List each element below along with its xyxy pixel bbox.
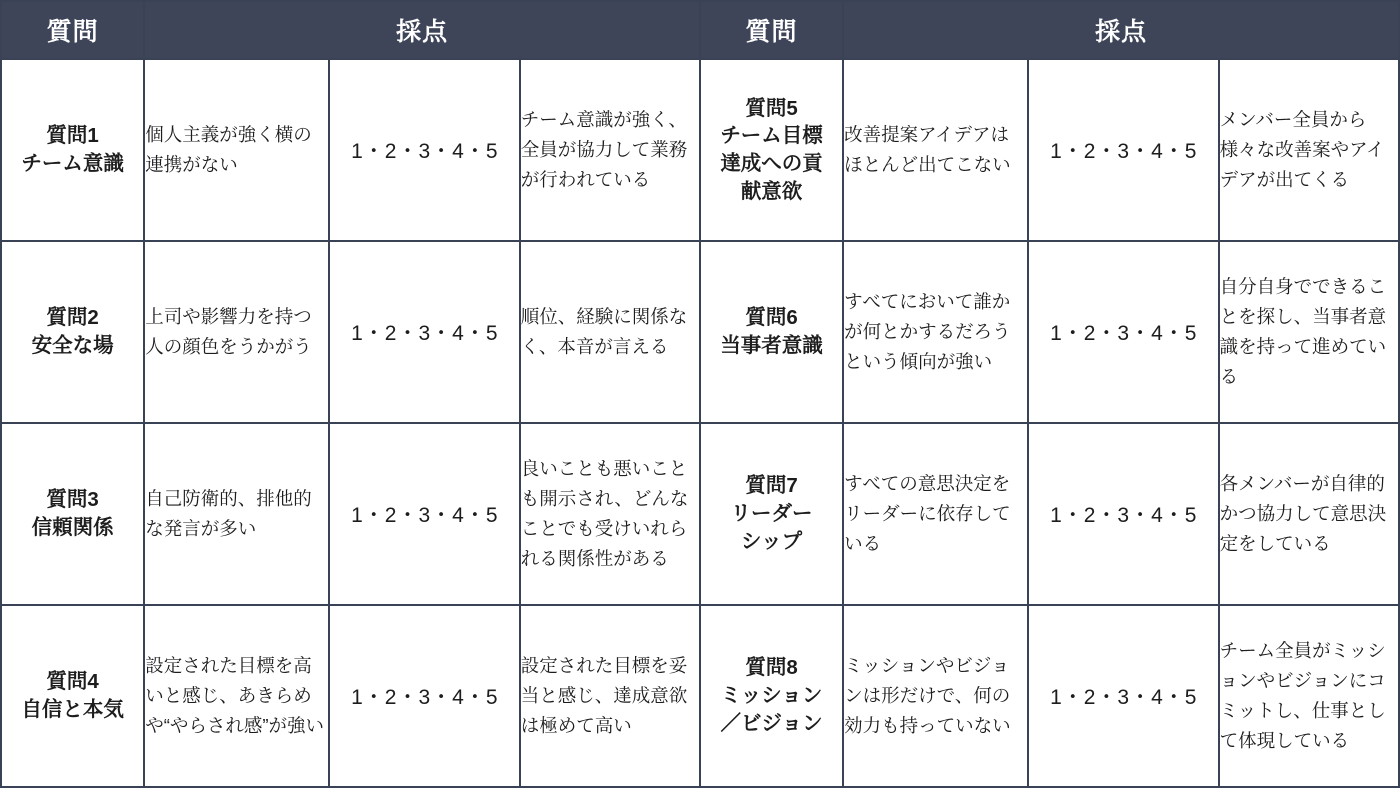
negative-statement-1: 個人主義が強く横の連携がない — [144, 59, 329, 241]
question-8-line-2: ミッション — [720, 684, 823, 708]
positive-statement-3: 良いことも悪いことも開示され、どんなことでも受けいれられる関係性がある — [520, 423, 700, 605]
question-7-line-3: シップ — [741, 529, 803, 553]
score-scale-8[interactable]: 1・2・3・4・5 — [1028, 605, 1218, 787]
positive-statement-4: 設定された目標を妥当と感じ、達成意欲は極めて高い — [520, 605, 700, 787]
score-scale-6[interactable]: 1・2・3・4・5 — [1028, 241, 1218, 423]
question-label-5 — [700, 59, 843, 241]
negative-statement-8: ミッションやビジョンは形だけで、何の効力も持っていない — [843, 605, 1028, 787]
question-6-line-2: 当事者意識 — [720, 334, 823, 357]
header-question-left: 質問 — [1, 1, 144, 59]
question-label-4 — [1, 605, 144, 787]
negative-statement-2: 上司や影響力を持つ人の顔色をうかがう — [144, 241, 329, 423]
positive-statement-5: メンバー全員から様々な改善案やアイデアが出てくる — [1219, 59, 1399, 241]
positive-statement-8: チーム全員がミッションやビジョンにコミットし、仕事として体現している — [1219, 605, 1399, 787]
score-scale-4[interactable]: 1・2・3・4・5 — [329, 605, 519, 787]
score-scale-2[interactable]: 1・2・3・4・5 — [329, 241, 519, 423]
question-8-line-3: ／ビジョン — [720, 711, 823, 735]
negative-statement-7: すべての意思決定をリーダーに依存している — [843, 423, 1028, 605]
score-scale-5[interactable]: 1・2・3・4・5 — [1028, 59, 1218, 241]
positive-statement-1: チーム意識が強く、全員が協力して業務が行われている — [520, 59, 700, 241]
question-1-line-1: 質問1 — [46, 124, 99, 148]
question-4-line-2: 自信と本気 — [21, 698, 124, 721]
header-question-right: 質問 — [700, 1, 843, 59]
question-label-8 — [700, 605, 843, 787]
header-scoring-left: 採点 — [144, 1, 700, 59]
table-row — [1, 605, 1399, 787]
score-scale-3[interactable]: 1・2・3・4・5 — [329, 423, 519, 605]
question-3-line-1: 質問3 — [46, 488, 99, 512]
question-5-line-2: チーム目標 — [720, 124, 823, 148]
question-2-line-2: 安全な場 — [31, 334, 114, 357]
table-row — [1, 423, 1399, 605]
question-label-2 — [1, 241, 144, 423]
question-1-line-2: チーム意識 — [21, 152, 124, 175]
negative-statement-3: 自己防衛的、排他的な発言が多い — [144, 423, 329, 605]
positive-statement-7: 各メンバーが自律的かつ協力して意思決定をしている — [1219, 423, 1399, 605]
negative-statement-4: 設定された目標を高いと感じ、あきらめや“やらされ感”が強い — [144, 605, 329, 787]
question-8-line-1: 質問8 — [745, 656, 798, 680]
question-label-7 — [700, 423, 843, 605]
positive-statement-6: 自分自身でできることを探し、当事者意識を持って進めている — [1219, 241, 1399, 423]
positive-statement-2: 順位、経験に関係なく、本音が言える — [520, 241, 700, 423]
question-7-line-2: リーダー — [730, 502, 813, 526]
score-scale-7[interactable]: 1・2・3・4・5 — [1028, 423, 1218, 605]
question-label-6 — [700, 241, 843, 423]
question-2-line-1: 質問2 — [46, 306, 99, 330]
table-row — [1, 59, 1399, 241]
negative-statement-6: すべてにおいて誰かが何とかするだろうという傾向が強い — [843, 241, 1028, 423]
question-5-line-1: 質問5 — [745, 96, 798, 120]
table-header-row — [1, 1, 1399, 59]
question-label-1 — [1, 59, 144, 241]
question-5-line-4: 献意欲 — [740, 179, 803, 203]
header-scoring-right: 採点 — [843, 1, 1399, 59]
question-label-3 — [1, 423, 144, 605]
negative-statement-5: 改善提案アイデアはほとんど出てこない — [843, 59, 1028, 241]
question-3-line-2: 信頼関係 — [31, 516, 114, 539]
score-scale-1[interactable]: 1・2・3・4・5 — [329, 59, 519, 241]
question-7-line-1: 質問7 — [745, 474, 798, 498]
question-5-line-3: 達成への貢 — [720, 152, 823, 175]
table-row — [1, 241, 1399, 423]
question-6-line-1: 質問6 — [745, 306, 798, 330]
question-4-line-1: 質問4 — [46, 670, 99, 694]
